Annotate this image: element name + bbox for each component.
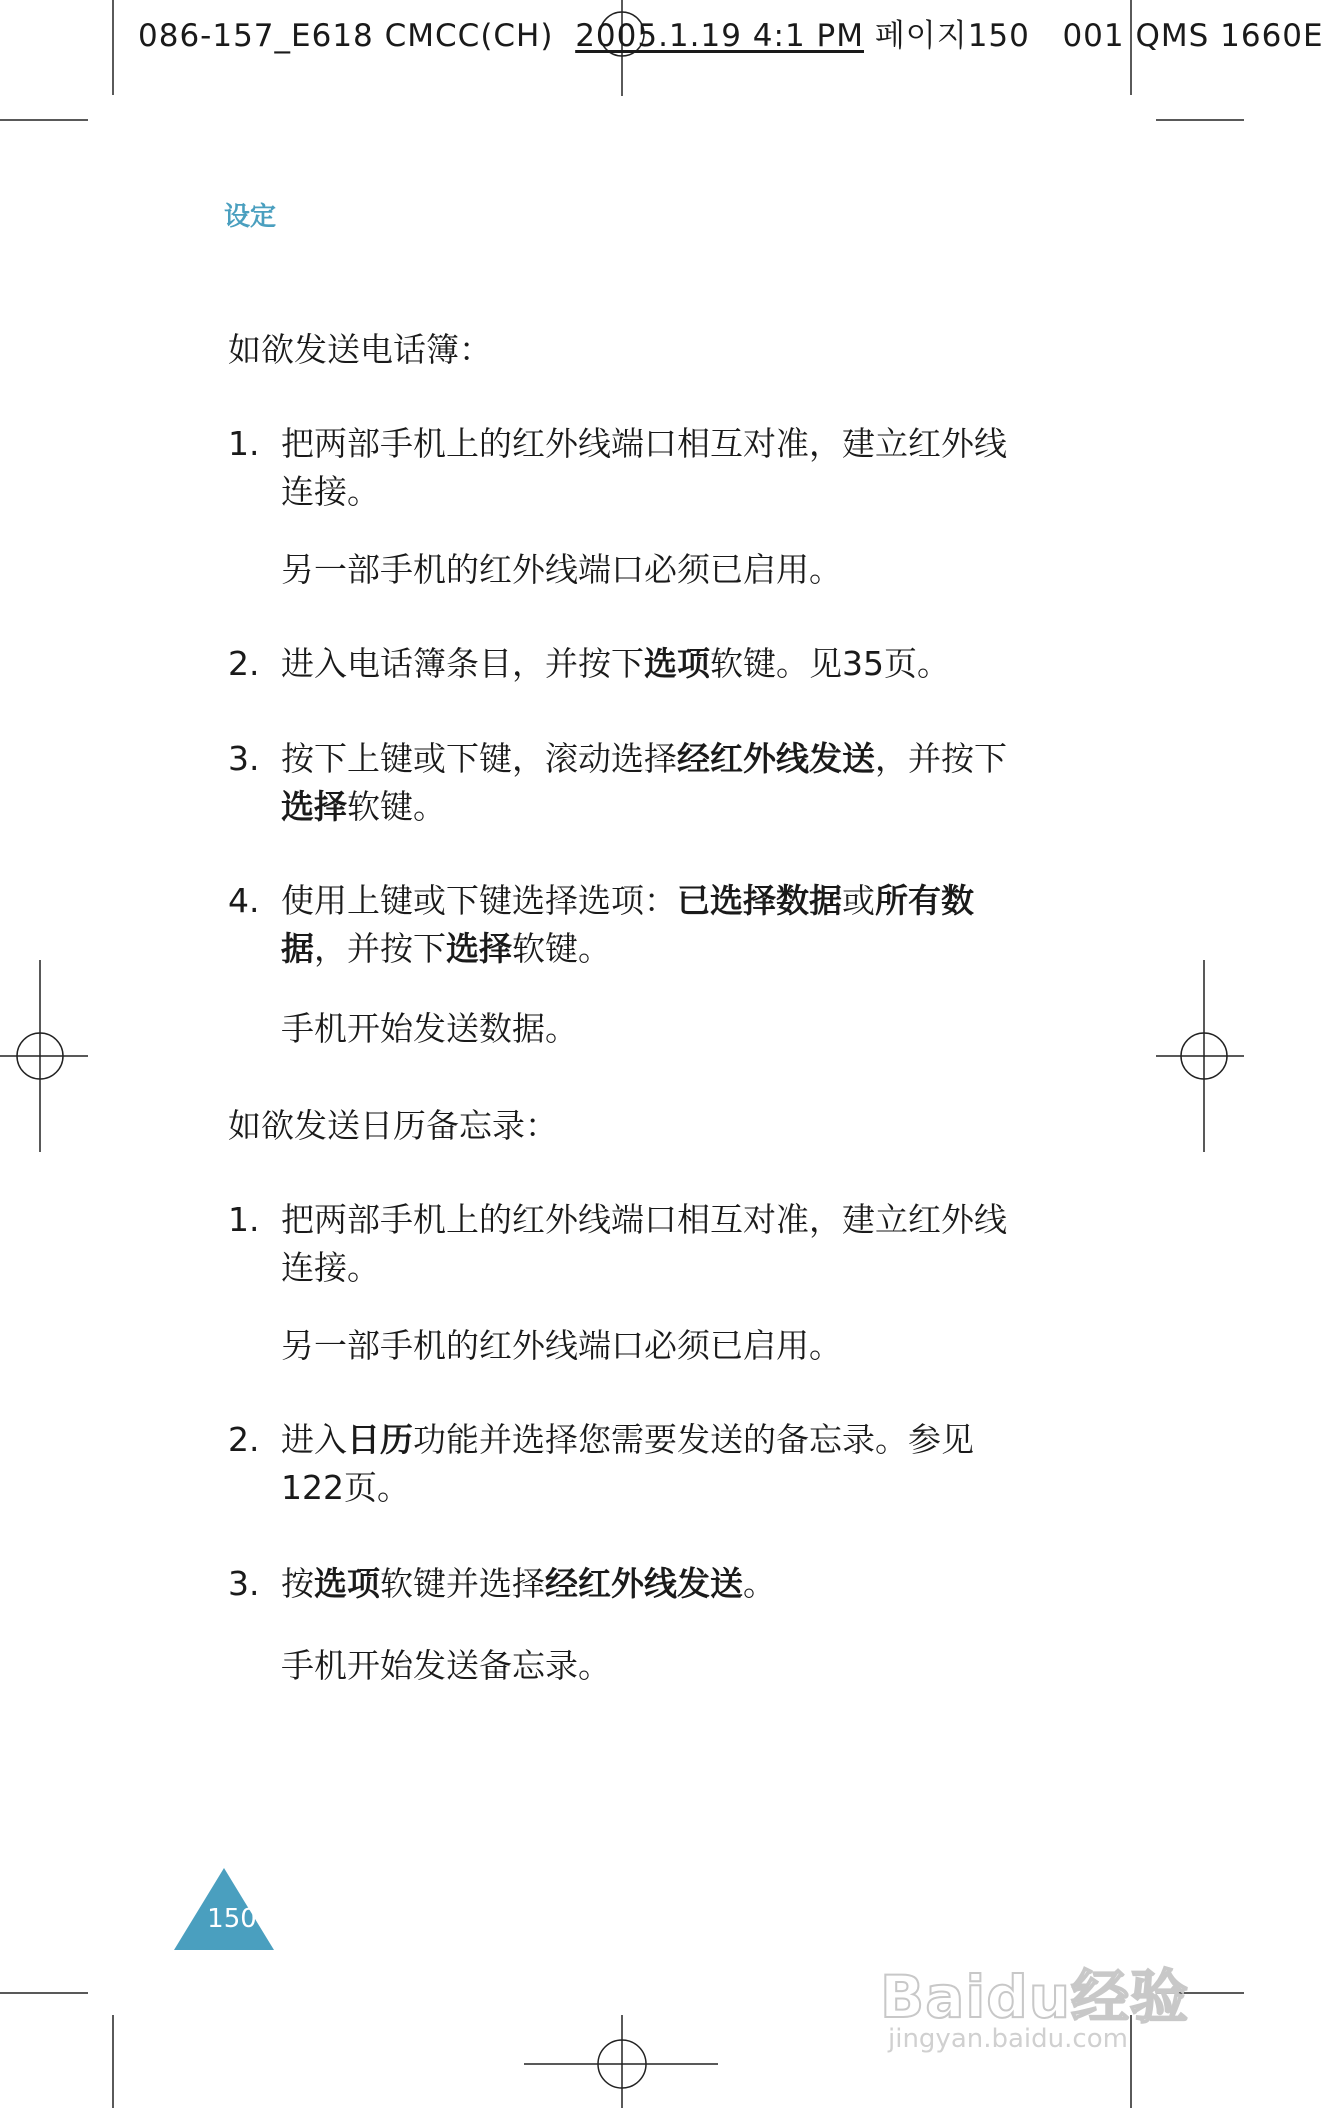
step-number: 1.: [228, 1200, 260, 1239]
softkey-options-label: 选项: [644, 644, 710, 683]
section-title: 设定: [224, 202, 277, 232]
step-number: 3.: [228, 739, 260, 778]
step-number: 1.: [228, 424, 260, 463]
phonebook-step-3: [228, 735, 1008, 831]
calendar-note-1: 另一部手机的红外线端口必须已启用。: [281, 1326, 842, 1365]
page-number: 150: [207, 1904, 257, 1934]
phonebook-step-2: [228, 640, 1008, 688]
calendar-step-1: [228, 1196, 1008, 1292]
phonebook-note-2: 手机开始发送数据。: [281, 1009, 578, 1048]
phonebook-note-1: 另一部手机的红外线端口必须已启用。: [281, 550, 842, 589]
print-header: [138, 10, 1324, 55]
step-text: 进入电话簿条目，并按下选项软键。见35页。: [281, 644, 950, 683]
calendar-step-3: [228, 1560, 1008, 1608]
print-header-date: 2005.1.19 4:1 PM: [575, 18, 864, 54]
calendar-step-2: [228, 1416, 1008, 1512]
step-number: 2.: [228, 644, 260, 683]
step-text: 按下上键或下键，滚动选择经红外线发送，并按下选择软键。: [281, 739, 1007, 826]
calendar-heading: 如欲发送日历备忘录：: [228, 1106, 558, 1145]
step-text: 进入日历功能并选择您需要发送的备忘录。参见122页。: [281, 1420, 974, 1507]
step-text: 把两部手机上的红外线端口相互对准，建立红外线连接。: [281, 1200, 1007, 1287]
calendar-note-2: 手机开始发送备忘录。: [281, 1646, 611, 1685]
phonebook-heading: 如欲发送电话簿：: [228, 330, 492, 369]
watermark-url: jingyan.baidu.com: [888, 2024, 1128, 2054]
print-header-file: 086-157_E618 CMCC(CH): [138, 18, 554, 54]
step-text: 把两部手机上的红外线端口相互对准，建立红外线连接。: [281, 424, 1007, 511]
step-number: 2.: [228, 1420, 260, 1459]
print-header-code: 001 QMS 1660E: [1062, 18, 1324, 54]
step-text: 按选项软键并选择经红外线发送。: [281, 1564, 776, 1603]
phonebook-step-1: [228, 420, 1008, 516]
step-number: 3.: [228, 1564, 260, 1603]
phonebook-step-4: [228, 877, 1008, 973]
baidu-jingyan-watermark: Baidu经验: [880, 1963, 1190, 2031]
step-number: 4.: [228, 881, 260, 920]
print-header-page: 페이지150: [874, 18, 1030, 54]
step-text: 使用上键或下键选择选项：已选择数据或所有数据，并按下选择软键。: [281, 881, 974, 968]
